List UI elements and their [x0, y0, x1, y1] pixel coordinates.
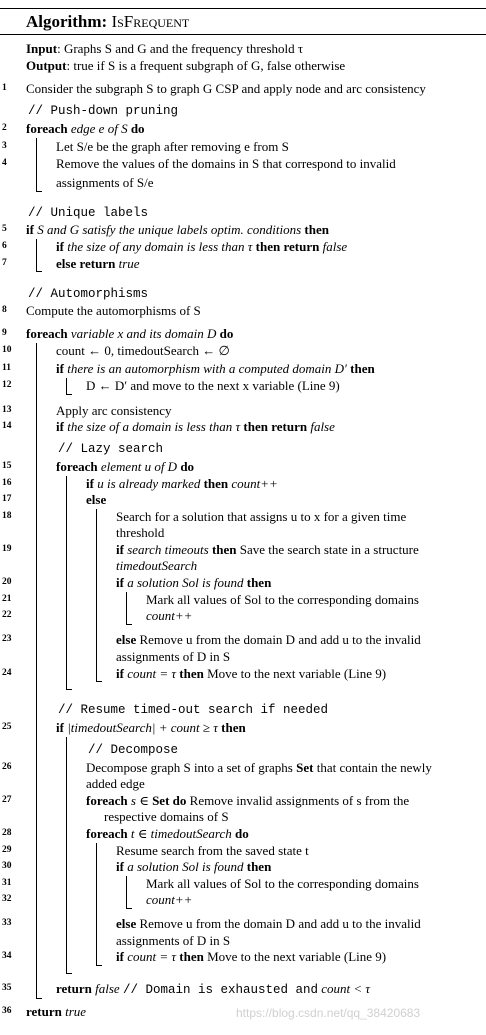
line-number: 16 — [2, 478, 12, 488]
line-24 — [116, 666, 386, 682]
line-21: Mark all values of Sol to the corresponding domains — [146, 592, 419, 607]
line-number: 22 — [2, 610, 12, 620]
title-rule — [0, 34, 486, 35]
line-26-rest: that contain the newly — [316, 760, 432, 775]
line-20-cond: a solution Sol is found — [127, 575, 244, 590]
kw-then: then — [246, 575, 272, 590]
line-10: count ← 0, timedoutSearch ← ∅ — [56, 343, 230, 358]
line-9-cond: variable x and its domain D — [70, 326, 217, 341]
line-18b: threshold — [116, 525, 165, 540]
line-number: 30 — [2, 861, 12, 871]
line-33b: assignments of D in S — [116, 933, 231, 948]
kw-if: if — [56, 419, 64, 434]
line-number: 24 — [2, 668, 12, 678]
line-number: 33 — [2, 918, 12, 928]
block-bar — [66, 378, 67, 395]
line-number: 21 — [2, 594, 12, 604]
algorithm-name: IsFrequent — [111, 12, 190, 31]
block-tick — [66, 689, 72, 690]
line-number: 15 — [2, 461, 12, 471]
block-tick — [126, 908, 132, 909]
line-24-action: Move to the next variable (Line 9) — [207, 666, 387, 681]
watermark: https://blog.csdn.net/qq_38420683 — [236, 1006, 421, 1020]
kw-then: then — [221, 720, 246, 735]
line-8: Compute the automorphisms of S — [26, 303, 201, 318]
kw-then: then — [350, 361, 375, 376]
kw-then: then — [304, 222, 329, 237]
line-23-action: Remove u from the domain D and add u to the invalid — [139, 632, 421, 647]
kw-then: then — [246, 859, 272, 874]
line-number: 18 — [2, 511, 12, 521]
top-rule — [0, 8, 486, 9]
line-number: 5 — [2, 224, 7, 234]
comment-lazy: // Lazy search — [58, 442, 164, 456]
line-35-comment: // Domain is exhausted and — [122, 983, 318, 997]
kw-foreach: foreach — [56, 459, 98, 474]
kw-foreach: foreach — [86, 793, 128, 808]
kw-if: if — [116, 949, 124, 964]
line-32: count++ — [146, 892, 193, 907]
line-number: 8 — [2, 305, 7, 315]
line-number: 13 — [2, 405, 12, 415]
line-number: 36 — [2, 1006, 12, 1016]
block-tick — [36, 271, 42, 272]
kw-foreach: foreach — [26, 326, 68, 341]
line-number: 1 — [2, 83, 7, 93]
kw-do: do — [130, 121, 145, 136]
line-number: 29 — [2, 845, 12, 855]
line-number: 34 — [2, 951, 12, 961]
kw-if: if — [116, 666, 124, 681]
line-5 — [26, 222, 329, 238]
block-bar — [126, 592, 127, 625]
block-tick — [36, 998, 42, 999]
line-11-cond: there is an automorphism with a computed domain D′ — [67, 361, 347, 376]
line-31: Mark all values of Sol to the corresponding domains — [146, 876, 419, 891]
block-tick — [66, 394, 72, 395]
count-inc: count++ — [231, 476, 278, 491]
output-text: : true if S is a frequent subgraph of G, false otherwise — [66, 58, 346, 73]
kw-then: then — [203, 476, 229, 491]
line-number: 3 — [2, 141, 7, 151]
input-text: : Graphs S and G and the frequency threshold τ — [57, 41, 304, 56]
kw-if: if — [56, 361, 64, 376]
line-26 — [86, 760, 432, 776]
line-27-var: s ∈ — [130, 793, 149, 808]
line-26-text: Decompose graph S into a set of graphs — [86, 760, 293, 775]
line-17 — [86, 492, 106, 508]
line-number: 19 — [2, 544, 12, 554]
output-label: Output — [26, 58, 67, 73]
line-number: 4 — [2, 158, 7, 168]
line-27 — [86, 793, 409, 809]
line-2 — [26, 121, 145, 137]
set-name: Set — [296, 760, 314, 775]
line-number: 2 — [2, 123, 7, 133]
kw-if: if — [56, 239, 64, 254]
comment-resume: // Resume timed-out search if needed — [58, 703, 329, 717]
value-false: false — [310, 419, 335, 434]
line-15-cond: element u of D — [100, 459, 178, 474]
line-12: D ← D′ and move to the next x variable (Line 9) — [86, 378, 340, 393]
set-name: Set — [152, 793, 170, 808]
kw-else-return: else return — [56, 256, 116, 271]
line-number: 17 — [2, 494, 12, 504]
block-tick — [36, 191, 42, 192]
value-false: false — [322, 239, 348, 254]
line-14-cond: the size of a domain is less than τ — [67, 419, 241, 434]
line-19-action: Save the search state in a structure — [239, 542, 419, 557]
comment-automorphisms: // Automorphisms — [28, 287, 149, 301]
block-bar — [96, 509, 97, 682]
line-9 — [26, 326, 233, 342]
line-number: 32 — [2, 894, 12, 904]
line-25-cond: |timedoutSearch| + count ≥ τ — [67, 720, 218, 735]
kw-if: if — [116, 575, 124, 590]
line-number: 9 — [2, 328, 7, 338]
line-15 — [56, 459, 194, 475]
line-36 — [26, 1004, 86, 1020]
line-22: count++ — [146, 608, 193, 623]
line-34-cond: count = τ — [127, 949, 177, 964]
line-number: 14 — [2, 421, 12, 431]
algorithm-title — [26, 12, 189, 32]
block-bar — [96, 843, 97, 966]
input-label: Input — [26, 41, 58, 56]
line-27b: respective domains of S — [104, 809, 229, 824]
line-30-cond: a solution Sol is found — [127, 859, 244, 874]
block-bar — [66, 476, 67, 690]
kw-else: else — [116, 916, 137, 931]
kw-foreach: foreach — [26, 121, 68, 136]
kw-return: return — [56, 981, 92, 996]
algorithm-label: Algorithm: — [26, 12, 108, 31]
line-number: 10 — [2, 345, 12, 355]
line-3: Let S/e be the graph after removing e from S — [56, 139, 289, 154]
kw-if: if — [116, 542, 124, 557]
block-bar — [66, 737, 67, 974]
line-2-cond: edge e of S — [70, 121, 128, 136]
block-tick — [126, 624, 132, 625]
line-34 — [116, 949, 386, 965]
kw-then: then — [179, 949, 204, 964]
line-23 — [116, 632, 421, 648]
block-tick — [66, 973, 72, 974]
line-19-cond: search timeouts — [127, 542, 209, 557]
line-28 — [86, 826, 249, 842]
kw-else: else — [86, 492, 107, 507]
comment-decompose: // Decompose — [88, 743, 179, 757]
kw-if: if — [116, 859, 124, 874]
line-18a: Search for a solution that assigns u to x for a given time — [116, 509, 407, 524]
line-33-action: Remove u from the domain D and add u to the invalid — [139, 916, 421, 931]
line-27-action: Remove invalid assignments of s from the — [189, 793, 410, 808]
kw-then: then — [211, 542, 237, 557]
line-11 — [56, 361, 375, 377]
line-29: Resume search from the saved state t — [116, 843, 309, 858]
line-number: 31 — [2, 878, 12, 888]
line-number: 26 — [2, 762, 12, 772]
block-tick — [96, 965, 102, 966]
line-20 — [116, 575, 271, 591]
line-19b: timedoutSearch — [116, 558, 198, 573]
line-number: 7 — [2, 258, 7, 268]
line-24-cond: count = τ — [127, 666, 177, 681]
line-26b: added edge — [86, 776, 145, 791]
kw-do: do — [172, 793, 187, 808]
line-34-action: Move to the next variable (Line 9) — [207, 949, 387, 964]
line-1: Consider the subgraph S to graph G CSP and apply node and arc consistency — [26, 81, 426, 96]
line-33 — [116, 916, 421, 932]
kw-then-return: then return — [255, 239, 320, 254]
kw-return: return — [26, 1004, 62, 1019]
block-bar — [36, 239, 37, 272]
comment-unique: // Unique labels — [28, 206, 149, 220]
kw-if: if — [26, 222, 34, 237]
line-16 — [86, 476, 278, 492]
line-30 — [116, 859, 271, 875]
kw-else: else — [116, 632, 137, 647]
line-number: 25 — [2, 722, 12, 732]
line-5-cond: S and G satisfy the unique labels optim. conditions — [37, 222, 302, 237]
line-4a: Remove the values of the domains in S that correspond to invalid — [56, 156, 396, 171]
line-4b: assignments of S/e — [56, 175, 154, 190]
value-true: true — [118, 256, 140, 271]
block-bar-outer — [36, 343, 37, 999]
line-number: 6 — [2, 241, 7, 251]
kw-do: do — [180, 459, 195, 474]
kw-then: then — [179, 666, 204, 681]
kw-do: do — [219, 326, 234, 341]
line-6-cond: the size of any domain is less than τ — [67, 239, 253, 254]
input-line — [26, 41, 303, 57]
line-number: 27 — [2, 795, 12, 805]
line-7 — [56, 256, 140, 272]
line-25 — [56, 720, 246, 736]
line-35 — [56, 981, 370, 997]
line-35-cond: count < τ — [321, 981, 371, 996]
kw-then-return: then return — [243, 419, 308, 434]
line-number: 11 — [2, 363, 11, 373]
block-tick — [96, 681, 102, 682]
value-false: false — [95, 981, 120, 996]
line-19 — [116, 542, 419, 558]
line-number: 23 — [2, 634, 12, 644]
block-bar — [126, 876, 127, 909]
comment-push-down: // Push-down pruning — [28, 104, 179, 118]
line-number: 28 — [2, 828, 12, 838]
value-true: true — [65, 1004, 87, 1019]
kw-do: do — [235, 826, 249, 841]
line-6 — [56, 239, 347, 255]
line-number: 12 — [2, 380, 12, 390]
kw-if: if — [56, 720, 64, 735]
line-number: 35 — [2, 983, 12, 993]
line-14 — [56, 419, 335, 435]
output-line — [26, 58, 345, 74]
line-23b: assignments of D in S — [116, 649, 231, 664]
line-13: Apply arc consistency — [56, 403, 172, 418]
line-16-cond: u is already marked — [97, 476, 201, 491]
kw-foreach: foreach — [86, 826, 128, 841]
kw-if: if — [86, 476, 94, 491]
line-28-cond: t ∈ timedoutSearch — [130, 826, 232, 841]
block-bar — [36, 138, 37, 192]
line-number: 20 — [2, 577, 12, 587]
